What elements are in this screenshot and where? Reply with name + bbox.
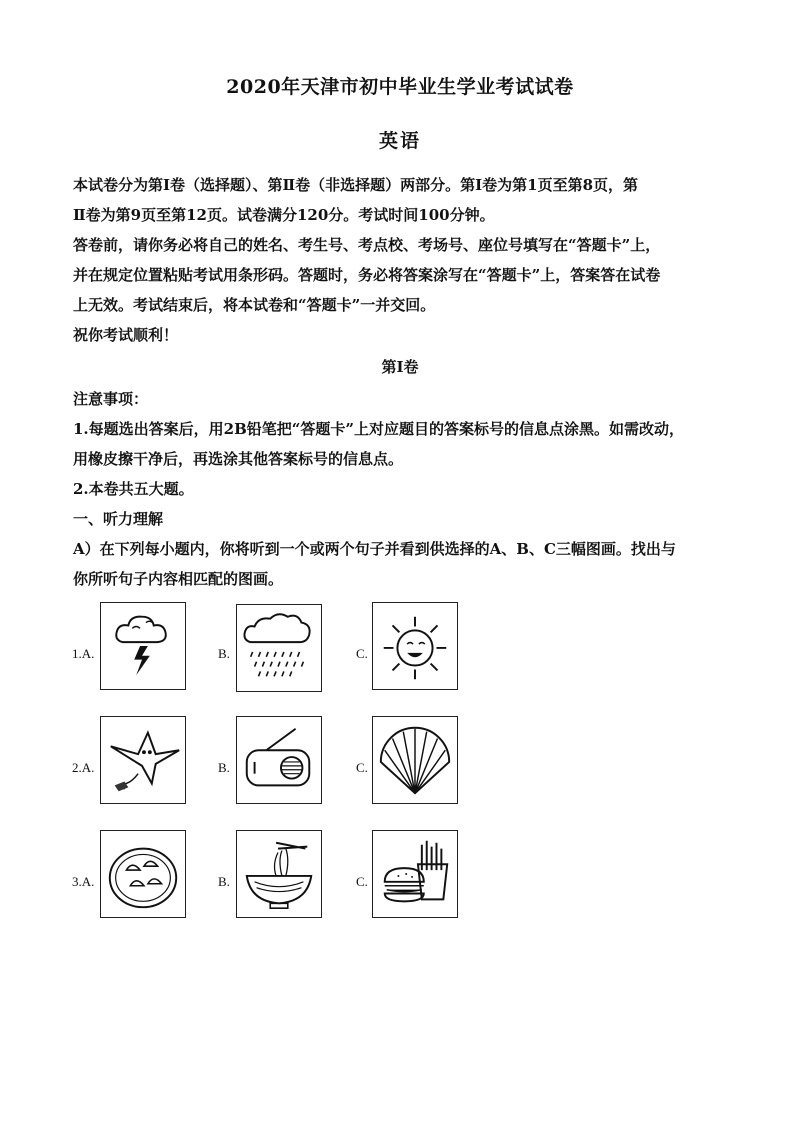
intro-line: 上无效。考试结束后，将本试卷和“答题卡”一并交回。 xyxy=(73,296,436,314)
notice-title: 注意事项： xyxy=(73,390,149,408)
folding-fan-icon xyxy=(372,716,458,804)
question-3 xyxy=(70,828,490,920)
notice-line: 用橡皮擦干净后，再选涂其他答案标号的信息点。 xyxy=(73,450,404,468)
smiling-sun-icon xyxy=(372,602,458,690)
exam-title: 2020年天津市初中毕业生学业考试试卷 xyxy=(226,76,574,98)
intro-line: 答卷前，请你务必将自己的姓名、考生号、考点校、考场号、座位号填写在“答题卡”上， xyxy=(73,236,661,254)
subject-title: 英语 xyxy=(378,130,421,152)
thunderstorm-icon xyxy=(100,602,186,690)
rain-cloud-icon xyxy=(236,604,322,692)
intro-line: 本试卷分为第Ⅰ卷（选择题）、第Ⅱ卷（非选择题）两部分。第Ⅰ卷为第1页至第8页，第 xyxy=(73,176,639,194)
question-2 xyxy=(70,714,490,806)
volume-heading: 第Ⅰ卷 xyxy=(381,358,419,376)
option-c-label: C. xyxy=(356,760,368,775)
intro-line: Ⅱ卷为第9页至第12页。试卷满分120分。考试时间100分钟。 xyxy=(73,206,495,224)
notice-line: 2.本卷共五大题。 xyxy=(73,480,194,498)
question-1 xyxy=(70,600,490,692)
option-b-label: B. xyxy=(218,646,230,661)
noodle-bowl-icon xyxy=(236,830,322,918)
option-b-label: B. xyxy=(218,874,230,889)
intro-line: 祝你考试顺利！ xyxy=(73,326,179,344)
burger-fries-icon xyxy=(372,830,458,918)
radio-icon xyxy=(236,716,322,804)
intro-block xyxy=(73,170,733,350)
part-heading: 一、听力理解 xyxy=(73,510,164,528)
kite-icon xyxy=(100,716,186,804)
part-a-instruction: A）在下列每小题内，你将听到一个或两个句子并看到供选择的A、B、C三幅图画。找出与 xyxy=(73,540,676,558)
notice-block xyxy=(73,384,733,594)
intro-line: 并在规定位置粘贴考试用条形码。答题时，务必将答案涂写在“答题卡”上，答案答在试卷 xyxy=(73,266,661,284)
part-a-instruction: 你所听句子内容相匹配的图画。 xyxy=(73,570,284,588)
question-label: 1.A. xyxy=(72,646,95,661)
option-b-label: B. xyxy=(218,760,230,775)
question-label: 2.A. xyxy=(72,760,95,775)
notice-line: 1.每题选出答案后，用2B铅笔把“答题卡”上对应题目的答案标号的信息点涂黑。如需改动， xyxy=(73,420,685,438)
option-c-label: C. xyxy=(356,874,368,889)
dumplings-plate-icon xyxy=(100,830,186,918)
option-c-label: C. xyxy=(356,646,368,661)
question-label: 3.A. xyxy=(72,874,95,889)
